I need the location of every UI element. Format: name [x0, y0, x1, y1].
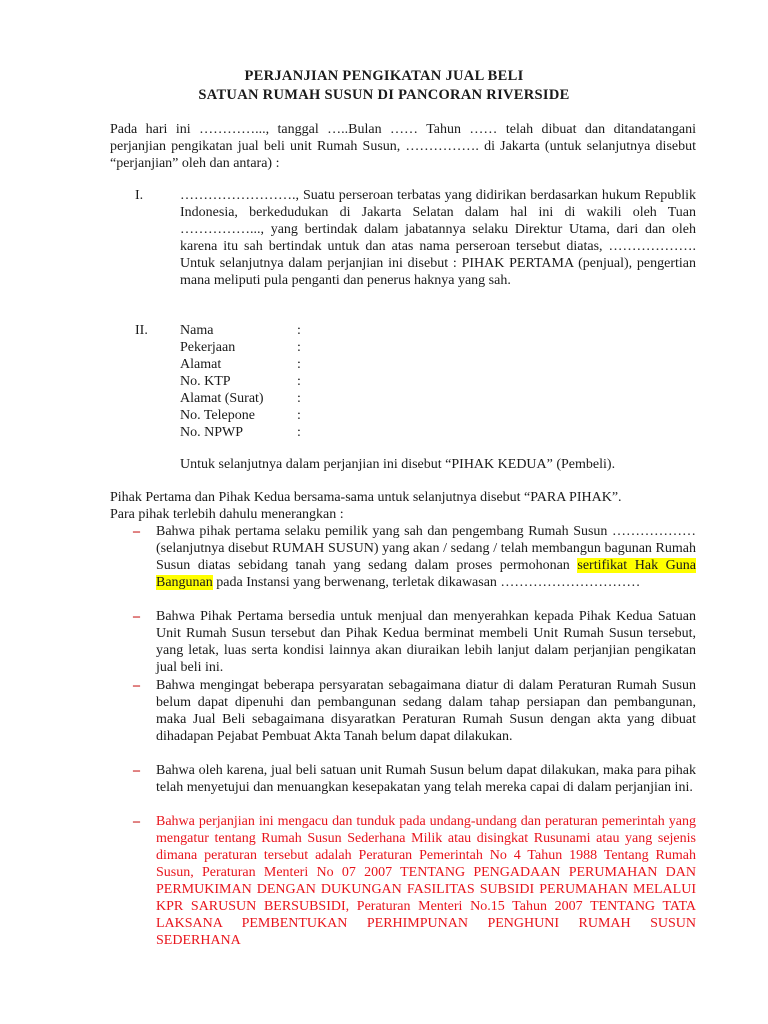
highlighted-text: sertifikat Hak Guna Bangunan [156, 558, 696, 590]
section-1-number: I. [135, 188, 144, 203]
recital-5: Bahwa perjanjian ini mengacu dan tunduk pada undang-undang dan peraturan pemerintah yang mengatur tentang Rumah Susun Sederhana Milik atau disingkat Rusunami atau yang sejenis dimana peraturan tersebut adalah Peraturan Pemerintah No 4 Tahun 1988 Tentang Rumah Susun, Peraturan Menteri No 07 2007 TENTANG PENGADAAN PERUMAHAN DAN PERMUKIMAN DENGAN DUKUNGAN FASILITAS SUBSIDI PERUMAHAN MELALUI KPR SARUSUN BERSUBSIDI, Peraturan Menteri No.15 Tahun 2007 TENTANG TATA LAKSANA PEMBENTUKAN PERHIMPUNAN PENGHUNI RUMAH SUSUN SEDERHANA [156, 814, 696, 948]
intro-paragraph: Pada hari ini …………..., tanggal …..Bulan …… Tahun …… telah dibuat dan ditandatangani perjanjian pengikatan jual beli unit Rumah Susun, ……………. di Jakarta (untuk selanjutnya disebut “perjanjian” oleh dan antara) : [110, 122, 696, 171]
recital-1-text: Bahwa pihak pertama selaku pemilik yang sah dan pengembang Rumah Susun ……………… (selanjutnya disebut RUMAH SUSUN) yang akan / sedang / telah membangun bagunan Rumah Susun diatas sebidang tanah yang sedang dalam proses permohonan [156, 524, 696, 573]
recital-1 [156, 523, 696, 591]
document-title-line-1: PERJANJIAN PENGIKATAN JUAL BELI [244, 68, 524, 84]
section-2-number: II. [135, 323, 148, 338]
field-label: Alamat [180, 357, 222, 372]
field-label: No. KTP [180, 374, 231, 389]
parties-paragraph [110, 489, 696, 523]
bullet-dash: – [133, 763, 140, 778]
parties-line-2: Para pihak terlebih dahulu menerangkan : [110, 507, 344, 522]
bullet-dash: – [133, 814, 140, 829]
field-label: No. NPWP [180, 425, 244, 440]
bullet-dash: – [133, 678, 140, 693]
field-label: Nama [180, 323, 214, 338]
section-1-paragraph: ……………………., Suatu perseroan terbatas yang didirikan berdasarkan hukum Republik Indonesia, berkedudukan di Jakarta Selatan dalam hal ini di wakili oleh Tuan ……………..., yang bertindak dalam jabatannya selaku Direktur Utama, dari dan oleh karena itu sah bertindak untuk dan atas nama perseroan tersebut diatas, ………………. Untuk selanjutnya dalam perjanjian ini disebut : PIHAK PERTAMA (penjual), pengertian mana meliputi pula penganti dan penerus haknya yang sah. [180, 188, 696, 288]
field-label: Alamat (Surat) [180, 391, 264, 406]
field-colon: : [297, 391, 301, 406]
section-2-note: Untuk selanjutnya dalam perjanjian ini disebut “PIHAK KEDUA” (Pembeli). [180, 457, 616, 472]
recital-2: Bahwa Pihak Pertama bersedia untuk menjual dan menyerahkan kepada Pihak Kedua Satuan Unit Rumah Susun tersebut dan Pihak Kedua berminat membeli Unit Rumah Susun tersebut, yang letak, luas serta kondisi lainnya akan diuraikan lebih lanjut dalam perjanjian pengikatan jual beli ini. [156, 609, 696, 675]
recital-3: Bahwa mengingat beberapa persyaratan sebagaimana diatur di dalam Peraturan Rumah Susun belum dapat dipenuhi dan pembangunan sedang dalam tahap persiapan dan pembangunan, maka Jual Beli sebagaimana disyaratkan Peraturan Rumah Susun dengan akta yang dibuat dihadapan Pejabat Pembuat Akta Tanah belum dapat dilakukan. [156, 678, 696, 744]
field-colon: : [297, 425, 301, 440]
field-colon: : [297, 408, 301, 423]
field-colon: : [297, 374, 301, 389]
parties-line-1: Pihak Pertama dan Pihak Kedua bersama-sama untuk selanjutnya disebut “PARA PIHAK”. [110, 490, 622, 505]
document-title-line-2: SATUAN RUMAH SUSUN DI PANCORAN RIVERSIDE [198, 87, 570, 103]
field-colon: : [297, 357, 301, 372]
field-label: No. Telepone [180, 408, 255, 423]
bullet-dash: – [133, 524, 140, 539]
recital-1-text-end: pada Instansi yang berwenang, terletak dikawasan ………………………… [212, 575, 641, 590]
field-label: Pekerjaan [180, 340, 236, 355]
recital-4: Bahwa oleh karena, jual beli satuan unit Rumah Susun belum dapat dilakukan, maka para pihak telah menyetujui dan menuangkan kesepakatan yang telah mereka capai di dalam perjanjian ini. [156, 763, 696, 795]
field-colon: : [297, 323, 301, 338]
bullet-dash: – [133, 609, 140, 624]
field-colon: : [297, 340, 301, 355]
